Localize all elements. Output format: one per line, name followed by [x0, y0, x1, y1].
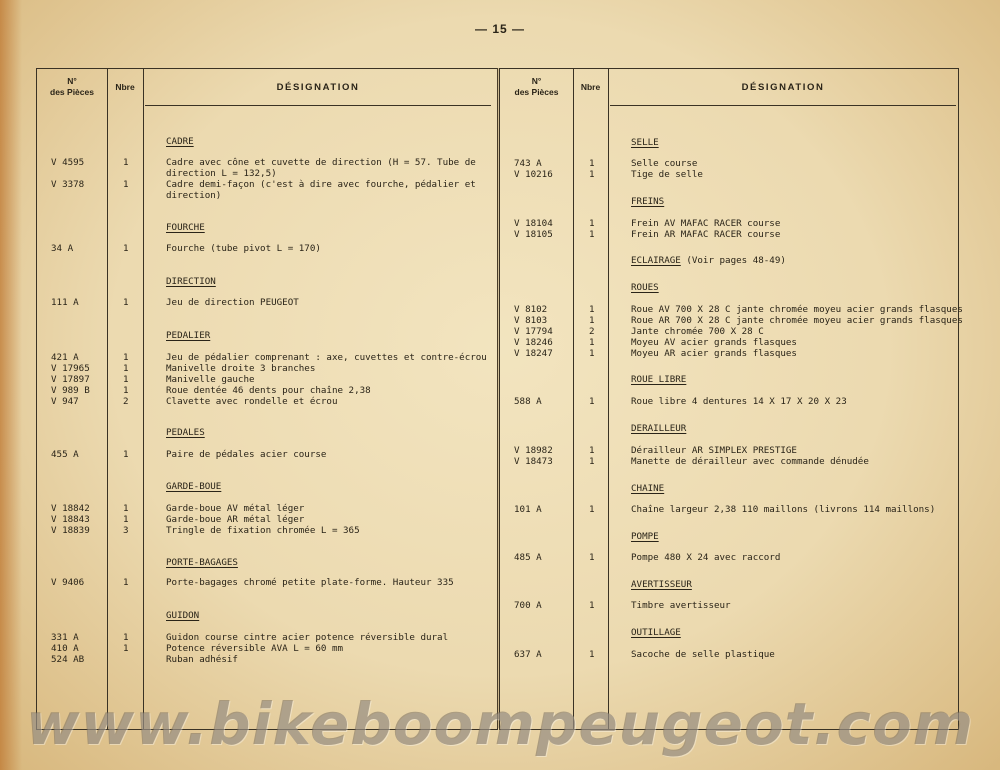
part-number: 34 A	[51, 243, 74, 254]
part-designation: Pompe 480 X 24 avec raccord	[631, 552, 781, 563]
part-row	[500, 552, 958, 563]
part-number: V 4595	[51, 157, 85, 168]
part-quantity: 1	[123, 503, 129, 514]
part-number: V 8102	[514, 304, 548, 315]
part-row	[37, 179, 497, 190]
part-row	[37, 168, 497, 179]
part-number: V 8103	[514, 315, 548, 326]
section-heading-row	[500, 282, 958, 293]
section-heading-row	[500, 196, 958, 207]
part-row	[37, 449, 497, 460]
parts-table-right	[499, 68, 963, 730]
part-quantity: 1	[123, 643, 129, 654]
watermark: www.bikeboompeugeot.com	[25, 690, 975, 758]
part-designation: Jeu de direction PEUGEOT	[166, 297, 299, 308]
header-part-number	[500, 69, 573, 105]
section-heading-row	[37, 481, 497, 492]
part-designation: Ruban adhésif	[166, 654, 238, 665]
part-row	[37, 352, 497, 363]
section-title: CHAINE	[631, 483, 665, 494]
section-heading-row	[37, 427, 497, 438]
parts-table-left	[36, 68, 498, 730]
part-quantity: 1	[589, 315, 595, 326]
section-title: OUTILLAGE	[631, 627, 681, 638]
part-quantity: 1	[123, 352, 129, 363]
part-number: V 18246	[514, 337, 553, 348]
part-quantity: 1	[123, 449, 129, 460]
section-heading-row	[37, 136, 497, 147]
section-heading	[631, 255, 786, 266]
section-title: PEDALES	[166, 427, 205, 438]
part-number: 455 A	[51, 449, 79, 460]
page-number: — 15 —	[474, 22, 525, 36]
part-number: V 9406	[51, 577, 85, 588]
section-heading-row	[500, 423, 958, 434]
part-designation: Fourche (tube pivot L = 170)	[166, 243, 321, 254]
part-quantity: 1	[589, 396, 595, 407]
section-title: POMPE	[631, 531, 659, 542]
part-designation: Roue dentée 46 dents pour chaîne 2,38	[166, 385, 371, 396]
section-heading-row	[500, 483, 958, 494]
section-heading	[631, 483, 664, 494]
section-title: DIRECTION	[166, 276, 216, 287]
part-designation: Selle course	[631, 158, 698, 169]
part-quantity: 3	[123, 525, 129, 536]
header-num-label: N°	[531, 76, 542, 86]
section-heading	[631, 137, 659, 148]
part-quantity: 1	[123, 243, 129, 254]
part-quantity: 1	[589, 649, 595, 660]
part-row	[37, 396, 497, 407]
section-heading	[166, 557, 238, 568]
part-designation: Moyeu AR acier grands flasques	[631, 348, 797, 359]
part-row	[500, 326, 958, 337]
part-row	[37, 363, 497, 374]
part-designation: Dérailleur AR SIMPLEX PRESTIGE	[631, 445, 797, 456]
section-heading	[631, 627, 681, 638]
part-designation: direction L = 132,5)	[166, 168, 277, 179]
section-heading	[166, 136, 194, 147]
section-heading	[631, 531, 659, 542]
part-quantity: 1	[589, 552, 595, 563]
part-row	[500, 229, 958, 240]
part-row	[37, 190, 497, 201]
part-row	[500, 169, 958, 180]
part-quantity: 1	[589, 504, 595, 515]
part-number: V 10216	[514, 169, 553, 180]
part-row	[500, 445, 958, 456]
part-number: V 18247	[514, 348, 553, 359]
part-number: 331 A	[51, 632, 79, 643]
part-row	[37, 503, 497, 514]
part-number: 101 A	[514, 504, 542, 515]
part-designation: Porte-bagages chromé petite plate-forme. Hauteur 335	[166, 577, 454, 588]
part-row	[500, 218, 958, 229]
section-heading-row	[37, 610, 497, 621]
section-heading-row	[37, 330, 497, 341]
part-designation: Frein AR MAFAC RACER course	[631, 229, 781, 240]
part-number: V 18842	[51, 503, 90, 514]
section-heading-row	[37, 222, 497, 233]
section-heading	[631, 423, 686, 434]
part-row	[500, 337, 958, 348]
section-heading-row	[500, 627, 958, 638]
section-title: ROUE LIBRE	[631, 374, 687, 385]
part-quantity: 1	[589, 158, 595, 169]
part-designation: Garde-boue AV métal léger	[166, 503, 305, 514]
section-title: AVERTISSEUR	[631, 579, 692, 590]
part-number: V 17965	[51, 363, 90, 374]
section-title: CADRE	[166, 136, 194, 147]
part-row	[500, 649, 958, 660]
header-num-sublabel: des Pièces	[514, 87, 559, 97]
part-number: 421 A	[51, 352, 79, 363]
part-quantity: 1	[589, 456, 595, 467]
part-number: 700 A	[514, 600, 542, 611]
part-designation: Tige de selle	[631, 169, 703, 180]
part-designation: Roue AR 700 X 28 C jante chromée moyeu acier grands flasques	[631, 315, 963, 326]
part-designation: Jeu de pédalier comprenant : axe, cuvettes et contre-écrou	[166, 352, 487, 363]
section-title: ROUES	[631, 282, 659, 293]
section-heading-row	[37, 557, 497, 568]
part-row	[500, 304, 963, 315]
section-heading	[166, 330, 210, 341]
part-number: V 18104	[514, 218, 553, 229]
part-number: V 18843	[51, 514, 90, 525]
section-title: ECLAIRAGE	[631, 255, 681, 266]
part-designation: Chaîne largeur 2,38 110 maillons (livrons 114 maillons)	[631, 504, 936, 515]
part-row	[37, 385, 497, 396]
part-designation: Roue AV 700 X 28 C jante chromée moyeu acier grands flasques	[631, 304, 963, 315]
part-row	[500, 600, 958, 611]
part-number: V 18982	[514, 445, 553, 456]
part-quantity: 2	[589, 326, 595, 337]
part-row	[37, 514, 497, 525]
section-heading-row	[500, 255, 958, 266]
header-designation: DÉSIGNATION	[741, 81, 825, 93]
section-heading	[166, 427, 205, 438]
part-number: 485 A	[514, 552, 542, 563]
section-heading-row	[500, 531, 958, 542]
part-row	[37, 525, 497, 536]
part-number: V 3378	[51, 179, 85, 190]
header-quantity: Nbre	[580, 81, 601, 92]
part-quantity: 1	[123, 514, 129, 525]
part-number: V 989 B	[51, 385, 90, 396]
part-number: V 18839	[51, 525, 90, 536]
part-designation: Moyeu AV acier grands flasques	[631, 337, 797, 348]
part-quantity: 1	[123, 297, 129, 308]
section-title: DERAILLEUR	[631, 423, 687, 434]
part-designation: Clavette avec rondelle et écrou	[166, 396, 338, 407]
part-row	[37, 654, 497, 665]
part-number: 524 AB	[51, 654, 85, 665]
part-row	[500, 456, 958, 467]
part-row	[37, 577, 497, 588]
part-quantity: 1	[589, 304, 595, 315]
header-rule	[610, 105, 956, 106]
part-quantity: 1	[589, 218, 595, 229]
section-title: GUIDON	[166, 610, 200, 621]
section-title: SELLE	[631, 137, 659, 148]
part-row	[500, 504, 958, 515]
section-heading-row	[500, 137, 958, 148]
page-edge-shadow	[0, 0, 22, 770]
part-quantity: 1	[589, 337, 595, 348]
part-designation: Potence réversible AVA L = 60 mm	[166, 643, 344, 654]
part-quantity: 1	[123, 374, 129, 385]
part-designation: Guidon course cintre acier potence réversible dural	[166, 632, 449, 643]
part-designation: Cadre avec cône et cuvette de direction (H = 57. Tube de	[166, 157, 476, 168]
part-quantity: 1	[589, 600, 595, 611]
part-designation: Garde-boue AR métal léger	[166, 514, 305, 525]
part-number: V 17794	[514, 326, 553, 337]
part-number: V 18473	[514, 456, 553, 467]
section-title: FREINS	[631, 196, 665, 207]
header-part-number	[37, 69, 107, 105]
part-designation: Timbre avertisseur	[631, 600, 731, 611]
header-num-sublabel: des Pièces	[50, 87, 94, 97]
part-number: 637 A	[514, 649, 542, 660]
section-heading	[631, 374, 686, 385]
part-designation: Manivelle gauche	[166, 374, 255, 385]
part-row	[37, 643, 497, 654]
section-title: PORTE-BAGAGES	[166, 557, 238, 568]
section-heading	[166, 276, 216, 287]
part-row	[37, 157, 497, 168]
part-number: V 17897	[51, 374, 90, 385]
part-row	[500, 348, 958, 359]
part-row	[37, 374, 497, 385]
section-heading	[631, 579, 692, 590]
section-title: PEDALIER	[166, 330, 211, 341]
part-row	[500, 396, 958, 407]
part-row	[500, 158, 958, 169]
part-number: 588 A	[514, 396, 542, 407]
section-heading	[166, 481, 221, 492]
part-number: V 18105	[514, 229, 553, 240]
part-row	[37, 632, 497, 643]
part-designation: direction)	[166, 190, 222, 201]
header-num-label: N°	[67, 76, 77, 86]
section-title: GARDE-BOUE	[166, 481, 222, 492]
section-heading-row	[37, 276, 497, 287]
part-row	[500, 315, 963, 326]
section-heading-row	[500, 374, 958, 385]
header-rule	[145, 105, 491, 106]
section-note: (Voir pages 48-49)	[680, 255, 786, 266]
part-quantity: 1	[123, 577, 129, 588]
part-quantity: 1	[589, 348, 595, 359]
part-quantity: 1	[123, 363, 129, 374]
part-quantity: 1	[123, 179, 129, 190]
part-quantity: 1	[589, 445, 595, 456]
part-designation: Cadre demi-façon (c'est à dire avec fourche, pédalier et	[166, 179, 476, 190]
part-quantity: 1	[123, 157, 129, 168]
part-row	[37, 297, 497, 308]
part-number: 111 A	[51, 297, 79, 308]
part-designation: Paire de pédales acier course	[166, 449, 327, 460]
section-heading-row	[500, 579, 958, 590]
header-designation: DÉSIGNATION	[276, 81, 360, 93]
part-quantity: 1	[589, 169, 595, 180]
section-heading	[631, 282, 659, 293]
section-heading	[631, 196, 664, 207]
part-number: V 947	[51, 396, 79, 407]
part-designation: Tringle de fixation chromée L = 365	[166, 525, 360, 536]
part-row	[37, 243, 497, 254]
part-designation: Frein AV MAFAC RACER course	[631, 218, 781, 229]
part-quantity: 1	[123, 385, 129, 396]
section-title: FOURCHE	[166, 222, 205, 233]
section-heading	[166, 222, 205, 233]
part-quantity: 1	[589, 229, 595, 240]
section-heading	[166, 610, 199, 621]
part-quantity: 2	[123, 396, 129, 407]
part-number: 743 A	[514, 158, 542, 169]
part-designation: Sacoche de selle plastique	[631, 649, 775, 660]
part-designation: Jante chromée 700 X 28 C	[631, 326, 764, 337]
part-designation: Roue libre 4 dentures 14 X 17 X 20 X 23	[631, 396, 847, 407]
part-quantity: 1	[123, 632, 129, 643]
part-number: 410 A	[51, 643, 79, 654]
part-designation: Manette de dérailleur avec commande dénudée	[631, 456, 869, 467]
header-quantity: Nbre	[115, 81, 135, 92]
part-designation: Manivelle droite 3 branches	[166, 363, 316, 374]
